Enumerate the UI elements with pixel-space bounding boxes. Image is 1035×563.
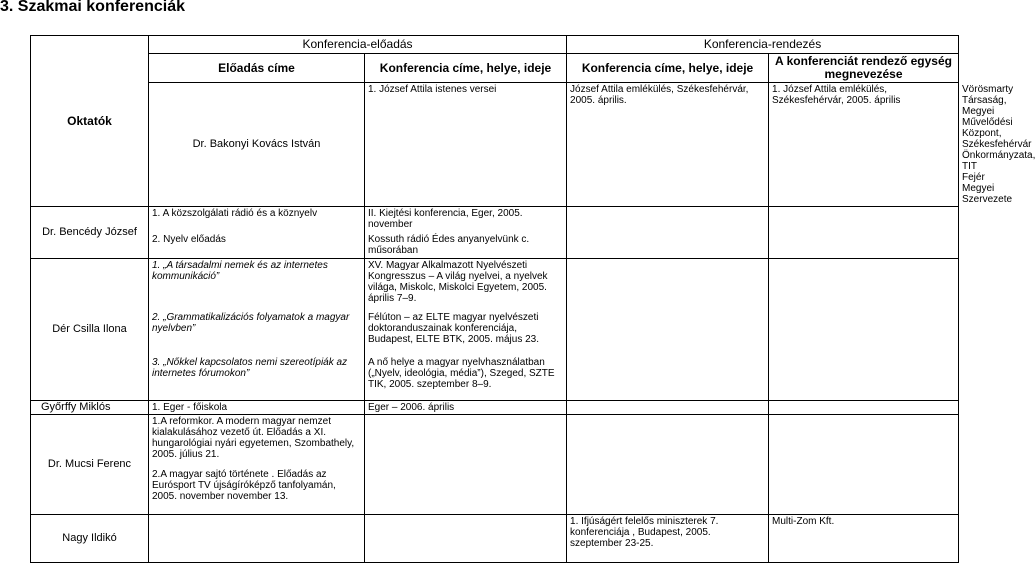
header-eloadas-cime: Előadás címe — [149, 54, 365, 83]
conferences-table: Oktatók Konferencia-előadás Konferencia-rendezés Előadás címe Konferencia címe, helye, ideje Konferencia címe, helye, ideje A konferenciát rendező egység megnevezése Dr. Bakonyi Kovács István 1. József Attila istenes versei József Attila emlékülés, Székesfehérvár, 2005. április. 1. József Attila emlékülés, Székesfehérvár, 2005. április Vörösmarty Társaság, Megyei Művelődési Központ, Székesfehérvár Önkormányzata, TIT Fejér Megyei Szervezete Dr. Bencédy József 1. A közszolgálati rádió és a köznyelv II. Kiejtési konferencia, Eger, 2005. november 2. Nyelv előadás Kossuth rádió Édes anyanyelvünk c. műsorában Dér Csilla Ilona 1. „A társadalmi nemek és az internetes kommunikáció” XV. Magyar Alkalmazott Nyelvészeti Kongresszus – A világ nyelvei, a nyelvek világa, Miskolc, Miskolci Egyetem, 2005. április 7–9. 2. „Grammatikalizációs folyamatok a magyar nyelvben” Félúton – az ELTE magyar nyelvészeti doktoranduszainak konferenciája, Budapest, ELTE BTK, 2005. május 23. 3. „Nőkkel kapcsolatos nemi szereotípiák az internetes fórumokon” A nő helye a magyar nyelvhasználatban („Nyelv, ideológia, média”), Szeged, SZTE TIK, 2005. szeptember 8–9. Győrffy Miklós 1. Eger - főiskola Eger – 2006. április Dr. Mucsi Ferenc 1.A reformkor. A modern magyar nemzet kialakulásához vezető út. Előadás a XI. hungarológiai nyári egyetemen, Szombathely, 2005. július 21. 2.A magyar sajtó története . Előadás az Eurósport TV újságíróképző tanfolyamán, 2005. november november 13. Nagy Ildikó 1. Ifjúságért felelős miniszterek 7. konferenciája , Budapest, 2005. szeptember 23-25. Multi-Zom Kft. — [30, 35, 959, 563]
conference-info: II. Kiejtési konferencia, Eger, 2005. november — [365, 207, 567, 233]
organizer-unit: Multi-Zom Kft. — [769, 515, 959, 563]
talk-title: 3. „Nőkkel kapcsolatos nemi szereotípiák az internetes fórumokon” — [149, 356, 365, 401]
teacher-name: Győrffy Miklós — [31, 401, 149, 415]
conference-info: XV. Magyar Alkalmazott Nyelvészeti Kongresszus – A világ nyelvei, a nyelvek világa, Miskolc, Miskolci Egyetem, 2005. április 7–9. — [365, 259, 567, 311]
talk-title: 2. Nyelv előadás — [149, 233, 365, 259]
conference-info: Félúton – az ELTE magyar nyelvészeti doktoranduszainak konferenciája, Budapest, ELTE BTK, 2005. május 23. — [365, 311, 567, 356]
header-oktatok: Oktatók — [31, 36, 149, 207]
header-konferencia-eloadas: Konferencia-előadás — [149, 36, 567, 54]
header-konferencia-rendezes: Konferencia-rendezés — [567, 36, 959, 54]
teacher-name: Dr. Bencédy József — [31, 207, 149, 259]
conference-info: Eger – 2006. április — [365, 401, 567, 415]
teacher-name: Nagy Ildikó — [31, 515, 149, 563]
teacher-name: Dr. Bakonyi Kovács István — [149, 83, 365, 207]
header-rendezo-egyseg: A konferenciát rendező egység megnevezése — [769, 54, 959, 83]
talk-item: 2.A magyar sajtó története . Előadás az Eurósport TV újságíróképző tanfolyamán, 2005. november november 13. — [152, 469, 336, 502]
organized-conference-info: 1. Ifjúságért felelős miniszterek 7. konferenciája , Budapest, 2005. szeptember 23-25. — [567, 515, 769, 563]
talk-title: 1. A közszolgálati rádió és a köznyelv — [149, 207, 365, 233]
conference-info: Kossuth rádió Édes anyanyelvünk c. műsorában — [365, 233, 567, 259]
page-title: 3. Szakmai konferenciák — [0, 0, 185, 15]
talk-title: 1. Eger - főiskola — [149, 401, 365, 415]
talk-item: 1.A reformkor. A modern magyar nemzet kialakulásához vezető út. Előadás a XI. hungarológiai nyári egyetemen, Szombathely, 2005. július 21. — [152, 416, 355, 460]
conference-info: A nő helye a magyar nyelvhasználatban („Nyelv, ideológia, média”), Szeged, SZTE TIK, 2005. szeptember 8–9. — [365, 356, 567, 401]
header-konferencia-cime-1: Konferencia címe, helye, ideje — [365, 54, 567, 83]
header-konferencia-cime-2: Konferencia címe, helye, ideje — [567, 54, 769, 83]
talk-title: 1. „A társadalmi nemek és az internetes kommunikáció” — [149, 259, 365, 311]
talk-title: 1. József Attila istenes versei — [365, 83, 567, 207]
teacher-name: Dér Csilla Ilona — [31, 259, 149, 401]
conference-info: József Attila emlékülés, Székesfehérvár, 2005. április. — [567, 83, 769, 207]
organized-conference-info: 1. József Attila emlékülés, Székesfehérvár, 2005. április — [769, 83, 959, 207]
talk-title: 2. „Grammatikalizációs folyamatok a magyar nyelvben” — [149, 311, 365, 356]
teacher-name: Dr. Mucsi Ferenc — [31, 415, 149, 515]
talk-title — [149, 415, 365, 515]
